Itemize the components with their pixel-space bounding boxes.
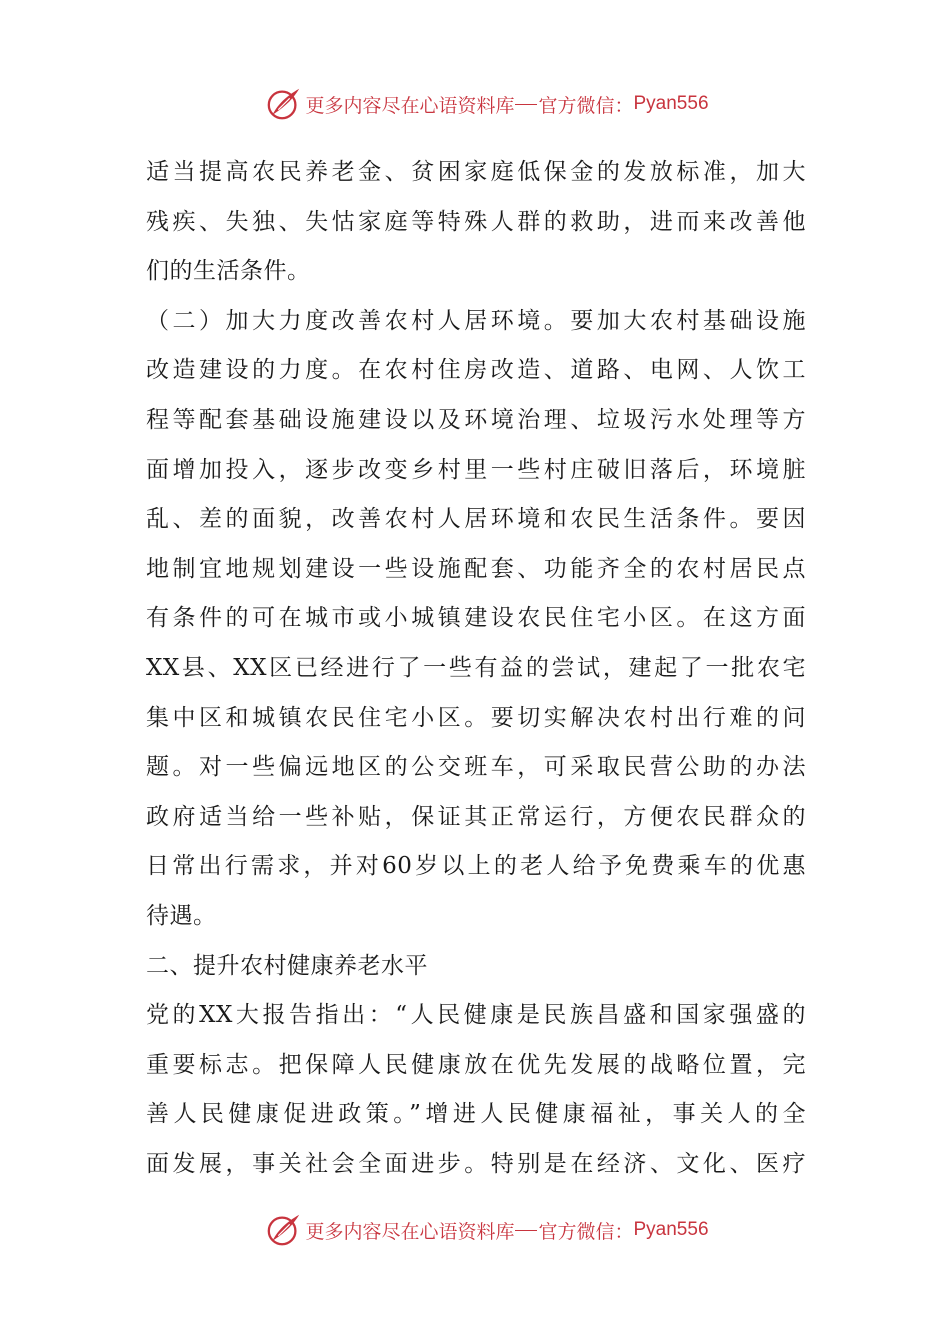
section-heading: 二、提升农村健康养老水平 <box>146 952 428 979</box>
document-body <box>146 148 806 1189</box>
text-line: 善人民健康促进政策。”增进人民健康福祉，事关人的全 <box>146 1101 806 1128</box>
text-line: 地制宜地规划建设一些设施配套、功能齐全的农村居民点 <box>146 555 806 582</box>
text-line: XX县、XX区已经进行了一些有益的尝试，建起了一批农宅 <box>146 654 806 681</box>
quill-logo-icon <box>265 85 303 123</box>
text-line: 日常出行需求，并对60岁以上的老人给予免费乘车的优惠 <box>146 853 806 880</box>
watermark-wechat-id: Pyan556 <box>633 93 709 114</box>
text-line: 有条件的可在城市或小城镇建设农民住宅小区。在这方面 <box>146 605 806 632</box>
text-line: 适当提高农民养老金、贫困家庭低保金的发放标准，加大 <box>146 159 806 185</box>
watermark-wechat-id: Pyan556 <box>633 1219 709 1240</box>
text-line: 改造建设的力度。在农村住房改造、道路、电网、人饮工 <box>146 357 806 384</box>
text-line: 残疾、失独、失怙家庭等特殊人群的救助，进而来改善他 <box>146 208 806 235</box>
watermark-content <box>265 1211 708 1249</box>
watermark-sub-text: 官方微信： <box>538 94 634 117</box>
text-line: 面发展，事关社会全面进步。特别是在经济、文化、医疗 <box>146 1150 806 1177</box>
watermark-dash <box>515 1230 537 1231</box>
text-line: 待遇。 <box>146 902 217 929</box>
text-line: 程等配套基础设施建设以及环境治理、垃圾污水处理等方 <box>146 406 806 433</box>
text-line: 集中区和城镇农民住宅小区。要切实解决农村出行难的问 <box>146 704 806 731</box>
watermark-dash <box>515 104 537 105</box>
text-line: 党的XX大报告指出：“人民健康是民族昌盛和国家强盛的 <box>146 1002 806 1029</box>
watermark-main-text: 更多内容尽在心语资料库 <box>305 94 515 117</box>
text-line: 重要标志。把保障人民健康放在优先发展的战略位置，完 <box>146 1051 806 1078</box>
text-line: 们的生活条件。 <box>146 258 311 285</box>
watermark-main-text: 更多内容尽在心语资料库 <box>305 1220 515 1243</box>
watermark-banner-bottom <box>0 1210 950 1250</box>
watermark-sub-text: 官方微信： <box>538 1220 634 1243</box>
text-line: 面增加投入，逐步改变乡村里一些村庄破旧落后，环境脏 <box>146 456 806 483</box>
text-line: 政府适当给一些补贴，保证其正常运行，方便农民群众的 <box>146 803 806 830</box>
text-line: 题。对一些偏远地区的公交班车，可采取民营公助的办法 <box>146 754 806 781</box>
watermark-banner-top <box>0 84 950 124</box>
quill-logo-icon <box>265 1211 303 1249</box>
text-line: 乱、差的面貌，改善农村人居环境和农民生活条件。要因 <box>146 506 806 533</box>
watermark-content <box>265 85 708 123</box>
text-line: （二）加大力度改善农村人居环境。要加大农村基础设施 <box>146 307 806 334</box>
